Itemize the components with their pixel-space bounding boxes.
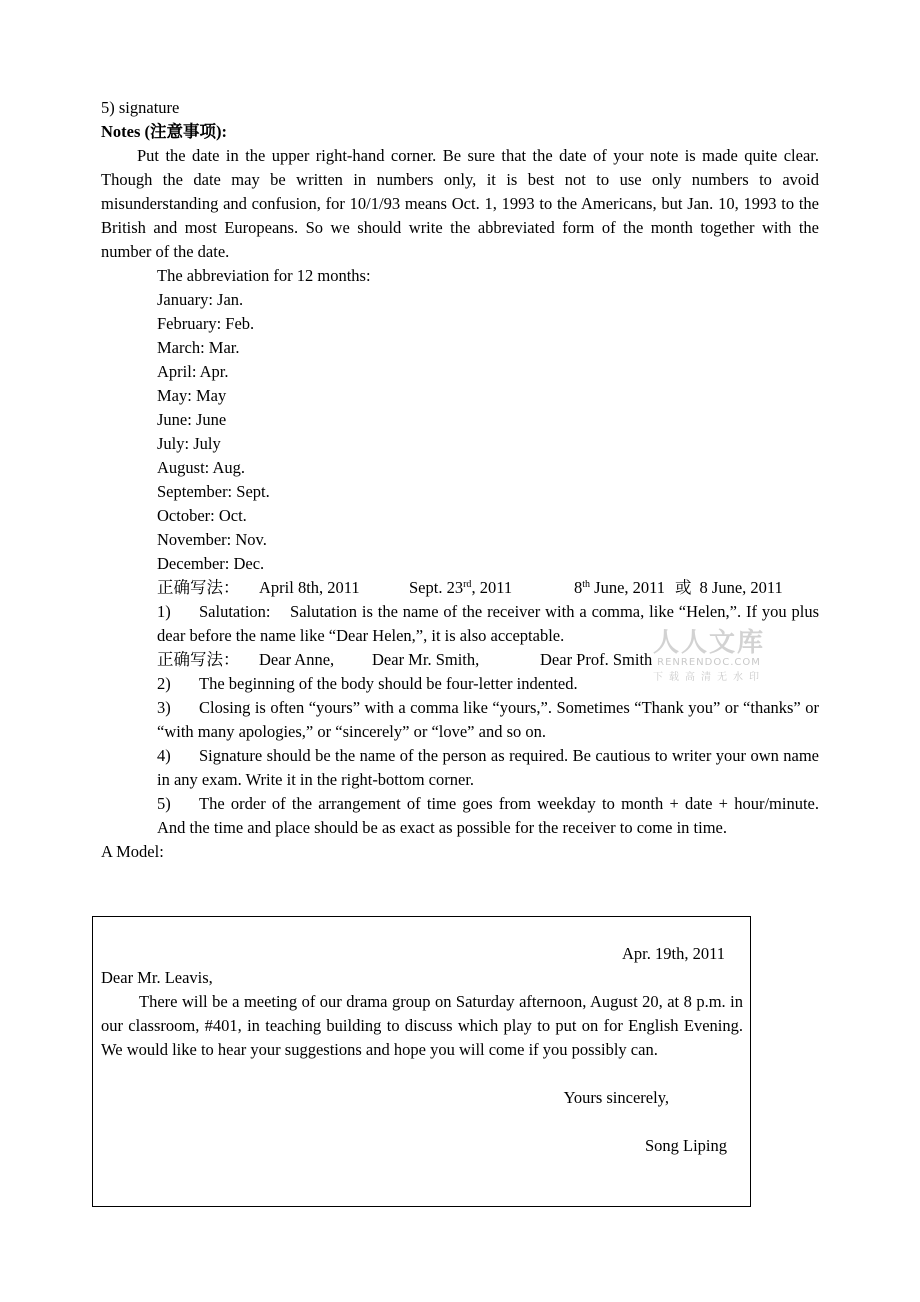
rule-text: Closing is often “yours” with a comma like “yours,”. Sometimes “Thank you” or “thanks” or “with many apologies,” or “sincerely” or “love” and so on. xyxy=(157,698,819,741)
months-heading: The abbreviation for 12 months: xyxy=(157,266,371,285)
model-heading: A Model: xyxy=(101,842,164,861)
letter-date: Apr. 19th, 2011 xyxy=(622,944,725,963)
rule-text: Signature should be the name of the person as required. Be cautious to writer your own name in any exam. Write it in the right-bottom corner. xyxy=(157,746,819,789)
date-examples-or: 或 xyxy=(675,578,692,597)
salutation-example-3: Dear Prof. Smith xyxy=(540,650,653,669)
watermark-domain: RENRENDOC.COM xyxy=(657,657,761,668)
date-example-3-sup: th xyxy=(582,579,591,590)
rule-number: 5) xyxy=(157,794,171,813)
letter-closing: Yours sincerely, xyxy=(563,1088,669,1107)
rule-item-5 xyxy=(101,792,819,840)
rule-item-3 xyxy=(101,696,819,744)
date-example-4: 8 June, 2011 xyxy=(699,578,783,597)
salutation-example-1: Dear Anne, xyxy=(259,650,335,669)
month-item: January: Jan. xyxy=(157,290,244,309)
rule-number: 1) xyxy=(157,602,171,621)
month-item: October: Oct. xyxy=(157,506,247,525)
rule-item-4 xyxy=(101,744,819,792)
months-section xyxy=(101,264,819,600)
document-page xyxy=(101,96,819,864)
model-letter xyxy=(101,942,743,1158)
date-example-3 xyxy=(574,576,665,600)
intro-line: 5) signature xyxy=(101,98,180,117)
rule-number: 4) xyxy=(157,746,171,765)
watermark-tagline: 下载高清无水印 xyxy=(653,672,765,683)
model-letter-box xyxy=(92,916,751,1207)
rule-text: The beginning of the body should be four-letter indented. xyxy=(199,674,578,693)
letter-spacer xyxy=(101,1110,743,1134)
date-examples-row xyxy=(157,576,819,600)
notes-heading: Notes (注意事项): xyxy=(101,122,228,141)
letter-signature: Song Liping xyxy=(644,1136,727,1155)
rule-text: The order of the arrangement of time goes from weekday to month + date + hour/minute. And the time and place should be as exact as possible for the receiver to come in time. xyxy=(157,794,819,837)
date-examples-label: 正确写法： xyxy=(157,578,240,597)
rule-number: 2) xyxy=(157,674,171,693)
date-example-3-main: 8 xyxy=(574,578,583,597)
month-item: May: May xyxy=(157,386,227,405)
month-item: February: Feb. xyxy=(157,314,255,333)
salutation-example-2: Dear Mr. Smith, xyxy=(372,650,480,669)
date-example-1: April 8th, 2011 xyxy=(259,578,360,597)
month-item: November: Nov. xyxy=(157,530,267,549)
date-example-2-main: Sept. 23 xyxy=(409,578,464,597)
rule-number: 3) xyxy=(157,698,171,717)
month-item: June: June xyxy=(157,410,227,429)
month-item: December: Dec. xyxy=(157,554,265,573)
month-item: August: Aug. xyxy=(157,458,246,477)
letter-salutation: Dear Mr. Leavis, xyxy=(101,968,213,987)
date-example-3-tail: June, 2011 xyxy=(590,578,666,597)
notes-paragraph: Put the date in the upper right-hand corner. Be sure that the date of your note is made quite clear. Though the date may be written in numbers only, it is best not to use only numbers to avoid misunderstanding and confusion, for 10/1/93 means Oct. 1, 1993 to the Americans, but Jan. 10, 1993 to the British and most Europeans. So we should write the abbreviated form of the month together with the number of the date. xyxy=(101,146,819,261)
date-example-2-sup: rd xyxy=(463,579,472,590)
letter-body: There will be a meeting of our drama group on Saturday afternoon, August 20, at 8 p.m. in our classroom, #401, in teaching building to discuss which play to put on for English Evening. We would like to hear your suggestions and hope you will come if you possibly can. xyxy=(101,992,743,1059)
watermark xyxy=(646,622,772,683)
letter-spacer xyxy=(101,1062,743,1086)
watermark-logo: 人人文库 xyxy=(652,628,765,658)
month-item: March: Mar. xyxy=(157,338,240,357)
salutation-examples-label: 正确写法： xyxy=(157,650,240,669)
date-example-2 xyxy=(409,576,574,600)
date-example-2-tail: , 2011 xyxy=(471,578,513,597)
month-item: April: Apr. xyxy=(157,362,229,381)
month-item: July: July xyxy=(157,434,221,453)
rule-text: Salutation: Salutation is the name of the receiver with a comma, like “Helen,”. If you plus dear before the name like “Dear Helen,”, it is also acceptable. xyxy=(157,602,819,645)
month-item: September: Sept. xyxy=(157,482,270,501)
